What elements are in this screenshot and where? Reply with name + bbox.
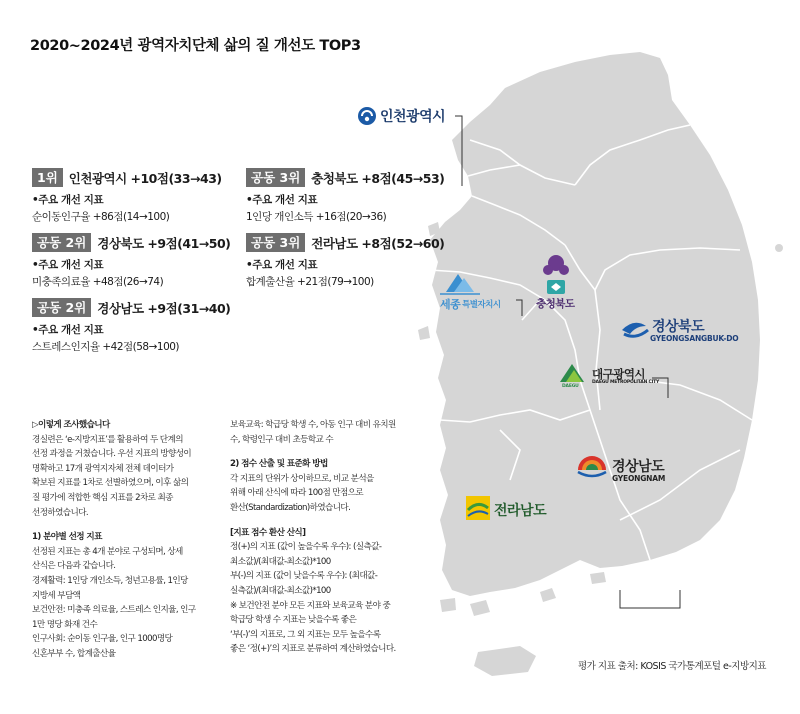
notes-line: 정(+)의 지표 (값이 높을수록 우수): (실측값- <box>230 542 382 553</box>
notes-line: 수, 학령인구 대비 초등학교 수 <box>230 434 334 445</box>
notes-spacer <box>230 516 396 526</box>
rank-detail: 1인당 개인소득 +16점(20→36) <box>246 211 387 223</box>
map-label-gyeongnam-en: GYEONGNAM <box>612 474 666 483</box>
notes-heading: 2) 점수 산출 및 표준화 방법 <box>230 459 328 470</box>
map-label-jeonnam: 전라남도 <box>494 503 547 519</box>
notes-line: 지방세 부담액 <box>32 590 81 601</box>
rank-badge: 1위 <box>32 168 63 187</box>
map-label-daegu: 대구광역시 <box>592 367 646 381</box>
rank-subhead: •주요 개선 지표 <box>32 259 104 271</box>
rank-detail: 스트레스인지율 +42점(58→100) <box>32 341 180 353</box>
notes-line: 질 평가에 적합한 핵심 지표를 2차로 최종 <box>32 492 173 503</box>
map-label-daegu-en: DAEGU METROPOLITAN CITY <box>592 380 660 385</box>
notes-line: 좋은 ‘정(+)’의 지표로 분류하여 계산하였습니다. <box>230 644 396 655</box>
rank-headline: 인천광역시 +10점(33→43) <box>68 170 222 186</box>
notes-heading: ▷이렇게 조사했습니다 <box>32 420 110 430</box>
source-credit: 평가 지표 출처: KOSIS 국가통계포털 e-지방지표 <box>578 661 766 672</box>
notes-line: 선정하였습니다. <box>32 507 89 518</box>
rank-badge: 공동 2위 <box>32 233 91 252</box>
rank-headline: 전라남도 +8점(52→60) <box>311 235 445 251</box>
jeonnam-logo-icon <box>466 496 490 520</box>
rank-headline: 경상북도 +9점(41→50) <box>97 235 231 251</box>
notes-line: 선정된 지표는 총 4개 분야로 구성되며, 상세 <box>32 546 183 557</box>
notes-line: 각 지표의 단위가 상이하므로, 비교 분석을 <box>230 473 374 484</box>
island-south-1 <box>440 598 456 612</box>
notes-left <box>32 418 196 662</box>
notes-line: 학급당 학생 수 지표는 낮을수록 좋은 <box>230 615 357 626</box>
map-label-chungbuk: 충청북도 <box>536 298 575 310</box>
notes-line: 인구사회: 순이동 인구율, 인구 1000명당 <box>32 634 173 645</box>
notes-line: 보육교육: 학급당 학생 수, 아동 인구 대비 유치원 <box>230 420 396 430</box>
notes-spacer <box>230 447 396 457</box>
map-label-gyeongnam: 경상남도 <box>612 459 665 475</box>
notes-spacer <box>32 520 196 530</box>
rank-badge: 공동 2위 <box>32 298 91 317</box>
notes-line: 확보된 지표를 1차로 선별하였으며, 이후 삶의 <box>32 478 189 489</box>
island-west-2 <box>418 326 430 340</box>
notes-line: 명확하고 17개 광역지자체 전체 데이터가 <box>32 463 174 474</box>
rank-subhead: •주요 개선 지표 <box>246 194 318 206</box>
notes-line: 보건안전: 미충족 의료율, 스트레스 인지율, 인구 <box>32 605 196 616</box>
map-label-gyeongbuk: 경상북도 <box>652 319 705 335</box>
ranking-item-4 <box>246 168 466 224</box>
map-label-daegu-logo-text: DAEGU <box>562 384 579 389</box>
notes-line: ※ 보건안전 분야 모든 지표와 보육교육 분야 중 <box>230 600 391 611</box>
rank-subhead: •주요 개선 지표 <box>246 259 318 271</box>
notes-heading: [지표 점수 환산 산식] <box>230 527 306 538</box>
ulleungdo-leader <box>620 590 680 608</box>
map-label-gyeongbuk-en: GYEONGSANGBUK-DO <box>650 334 739 343</box>
page-title: 2020~2024년 광역자치단체 삶의 질 개선도 TOP3 <box>30 38 361 54</box>
rank-detail: 순이동인구율 +86점(14→100) <box>32 211 170 223</box>
notes-line: 위해 아래 산식에 따라 100점 만점으로 <box>230 488 364 499</box>
rank-badge: 공동 3위 <box>246 233 305 252</box>
notes-line: 경제활력: 1인당 개인소득, 청년고용률, 1인당 <box>32 575 188 586</box>
notes-line: 선정 과정을 거쳤습니다. 우선 지표의 방향성이 <box>32 449 192 460</box>
notes-line: 산식은 다음과 같습니다. <box>32 561 116 572</box>
rank-detail: 미충족의료율 +48점(26→74) <box>32 276 164 288</box>
notes-line: 1만 명당 화재 건수 <box>32 619 98 630</box>
rank-headline: 경상남도 +9점(31→40) <box>97 300 231 316</box>
rank-headline: 충청북도 +8점(45→53) <box>311 170 445 186</box>
rank-subhead: •주요 개선 지표 <box>32 194 104 206</box>
notes-line: 환산(Standardization)하였습니다. <box>230 502 351 513</box>
ranking-item-2 <box>32 233 252 289</box>
island-south-2 <box>470 600 490 616</box>
map-label-sejong: 세종 <box>440 298 461 311</box>
notes-line: 신혼부부 수, 합계출산율 <box>32 648 116 659</box>
jeju-island <box>474 646 536 676</box>
island-south-3 <box>540 588 556 602</box>
notes-line: ‘부(-)’의 지표로, 그 외 지표는 모두 높을수록 <box>230 629 381 640</box>
ranking-item-5 <box>246 233 466 289</box>
map-label-sejong-suffix: 특별자치시 <box>462 300 501 310</box>
notes-heading: 1) 분야별 선정 지표 <box>32 532 102 543</box>
rank-badge: 공동 3위 <box>246 168 305 187</box>
notes-line: 실측값)/(최대값-최소값)*100 <box>230 585 331 596</box>
rank-subhead: •주요 개선 지표 <box>32 324 104 336</box>
island-south-4 <box>590 572 606 584</box>
ulleungdo <box>775 244 783 252</box>
ranking-item-3 <box>32 298 252 354</box>
incheon-logo-icon <box>358 107 376 125</box>
notes-line: 부(-)의 지표 (값이 낮을수록 우수): (최대값- <box>230 571 378 582</box>
rank-detail: 합계출산율 +21점(79→100) <box>246 276 374 288</box>
notes-right <box>230 418 396 657</box>
map-label-incheon: 인천광역시 <box>380 109 446 125</box>
ranking-item-1 <box>32 168 252 224</box>
notes-line: 최소값)/(최대값-최소값)*100 <box>230 556 331 567</box>
notes-line: 경실련은 ‘e-지방지표’를 활용하여 두 단계의 <box>32 434 183 445</box>
